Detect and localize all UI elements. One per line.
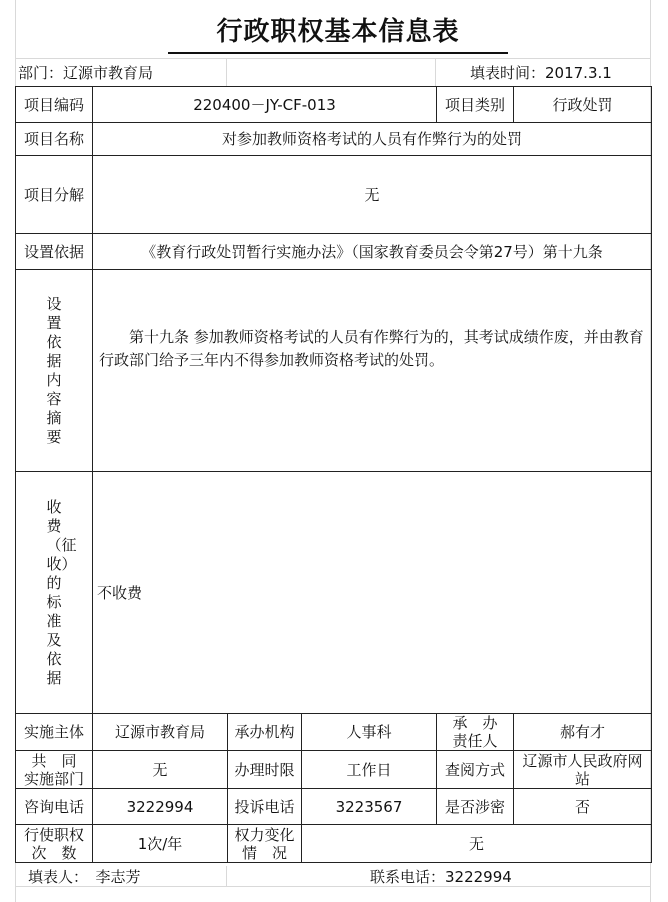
secret-value[interactable]: 否: [514, 789, 652, 825]
joint-value[interactable]: 无: [93, 751, 228, 789]
code-label: 项目编码: [16, 87, 93, 123]
gridline: [226, 866, 227, 886]
count-label-cell: [16, 825, 93, 863]
fee-label-cell: [16, 472, 93, 714]
count-label-line2: 次 数: [31, 843, 77, 862]
basis-content-value: 第十九条 参加教师资格考试的人员有作弊行为的，其考试成绩作废，并由教育行政部门给予三年内不得参加教师资格考试的处罚。: [99, 328, 644, 369]
gridline: [226, 58, 227, 86]
table-row: [16, 234, 652, 270]
change-label-cell: [228, 825, 302, 863]
fill-time-label: 填表时间：2017.3.1: [470, 64, 612, 82]
change-value[interactable]: 无: [302, 825, 652, 863]
category-value[interactable]: 行政处罚: [514, 87, 652, 123]
query-value[interactable]: 辽源市人民政府网站: [514, 751, 652, 789]
page-title: 行政职权基本信息表: [216, 17, 460, 47]
fee-value: 不收费: [97, 583, 143, 602]
department-label: 部门：辽源市教育局: [18, 64, 154, 82]
basis-value[interactable]: 《教育行政处罚暂行实施办法》（国家教育委员会令第27号）第十九条: [93, 234, 652, 270]
table-row: [16, 825, 652, 863]
agency-label: 承办机构: [228, 714, 302, 751]
fee-cell[interactable]: [93, 472, 652, 714]
breakdown-value[interactable]: 无: [93, 156, 652, 234]
subject-value[interactable]: 辽源市教育局: [93, 714, 228, 751]
name-value[interactable]: 对参加教师资格考试的人员有作弊行为的处罚: [93, 123, 652, 156]
responsible-label-cell: [437, 714, 514, 751]
joint-label-cell: [16, 751, 93, 789]
subject-label: 实施主体: [16, 714, 93, 751]
time-value[interactable]: 工作日: [302, 751, 437, 789]
name-label: 项目名称: [16, 123, 93, 156]
responsible-label-line1: 承 办: [452, 714, 498, 732]
consult-label: 咨询电话: [16, 789, 93, 825]
count-label-line1: 行使职权: [23, 825, 84, 844]
table-row: [16, 270, 652, 472]
basis-content-label: 设置依据内容摘要: [46, 294, 62, 446]
basis-label: 设置依据: [16, 234, 93, 270]
basis-content-label-cell: [16, 270, 93, 472]
breakdown-label: 项目分解: [16, 156, 93, 234]
time-label: 办理时限: [228, 751, 302, 789]
table-row: [16, 87, 652, 123]
fee-label: 收费（征收）的标准及依据: [46, 497, 77, 687]
category-label: 项目类别: [437, 87, 514, 123]
complaint-value[interactable]: 3223567: [302, 789, 437, 825]
agency-value[interactable]: 人事科: [302, 714, 437, 751]
code-value[interactable]: 220400－JY-CF-013: [93, 87, 437, 123]
gridline: [15, 58, 651, 59]
title-underline: [168, 52, 508, 54]
responsible-label-line2: 责任人: [452, 732, 498, 750]
change-label-line1: 权力变化: [234, 825, 295, 844]
basis-content-cell[interactable]: [93, 270, 652, 472]
responsible-value[interactable]: 郝有才: [514, 714, 652, 751]
info-table: [15, 86, 652, 863]
secret-label: 是否涉密: [437, 789, 514, 825]
complaint-label: 投诉电话: [228, 789, 302, 825]
table-row: [16, 156, 652, 234]
table-row: [16, 714, 652, 751]
table-row: [16, 123, 652, 156]
joint-label-line2: 实施部门: [23, 769, 84, 788]
contact-phone-label: 联系电话：3222994: [370, 868, 512, 886]
query-label: 查阅方式: [437, 751, 514, 789]
table-row: [16, 472, 652, 714]
consult-value[interactable]: 3222994: [93, 789, 228, 825]
gridline: [435, 58, 436, 86]
count-value[interactable]: 1次/年: [93, 825, 228, 863]
change-label-line2: 情 况: [241, 843, 287, 862]
filler-label: 填表人： 李志芳: [28, 868, 141, 886]
table-row: [16, 789, 652, 825]
table-row: [16, 751, 652, 789]
joint-label-line1: 共 同: [31, 751, 77, 770]
